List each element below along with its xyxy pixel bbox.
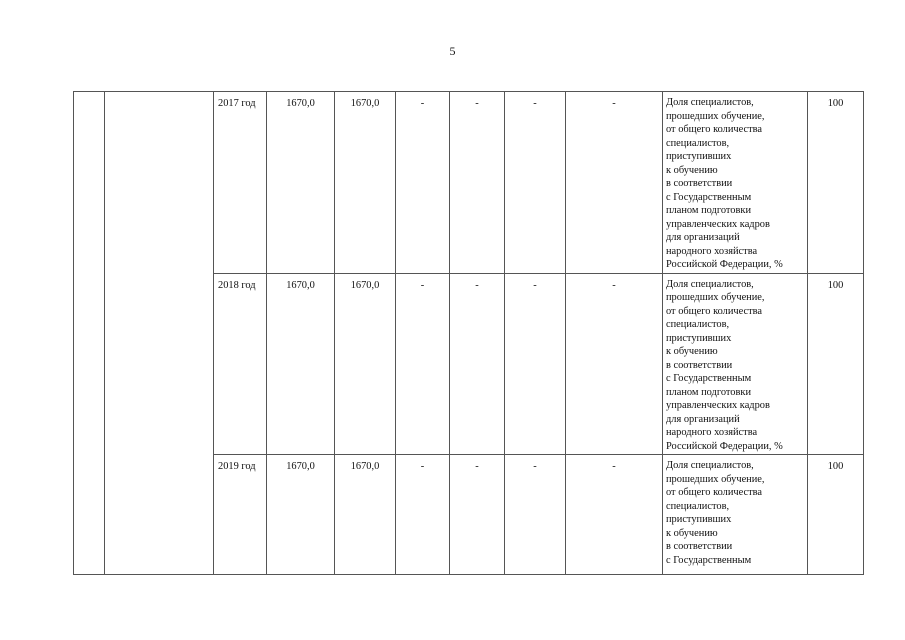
table-row xyxy=(74,92,864,274)
indicator-line: Российской Федерации, % xyxy=(666,440,783,452)
data-table xyxy=(73,91,864,575)
indicator-line: планом подготовки xyxy=(666,205,752,216)
indicator-line: приступивших xyxy=(666,514,732,525)
indicator-cell xyxy=(663,273,808,455)
year-cell: 2019 год xyxy=(214,455,267,575)
federal-budget-cell: 1670,0 xyxy=(335,92,396,274)
empty-value-cell: - xyxy=(566,92,663,274)
indicator-line: к обучению xyxy=(666,346,718,357)
empty-value-cell: - xyxy=(450,273,505,455)
indicator-cell xyxy=(663,92,808,274)
indicator-line: к обучению xyxy=(666,527,718,539)
empty-value-cell: - xyxy=(396,273,450,455)
page-number: 5 xyxy=(449,44,456,58)
empty-value-cell: - xyxy=(396,455,450,575)
empty-value-cell: - xyxy=(450,92,505,274)
total-cell: 1670,0 xyxy=(267,92,335,274)
empty-value-cell: - xyxy=(566,455,663,575)
empty-value-cell: - xyxy=(505,92,566,274)
indicator-line: к обучению xyxy=(666,164,718,176)
indicator-line: народного хозяйства xyxy=(666,427,758,438)
indicator-line: приступивших xyxy=(666,332,732,344)
indicator-value-cell: 100 xyxy=(808,273,864,455)
name-cell xyxy=(105,92,214,575)
indicator-line: прошедших обучение, xyxy=(666,110,765,122)
indicator-line: от общего количества xyxy=(666,124,763,135)
indicator-line: планом подготовки xyxy=(666,386,752,398)
indicator-line: приступивших xyxy=(666,151,732,162)
indicator-line: народного хозяйства xyxy=(666,245,758,257)
indicator-line: в соответствии xyxy=(666,359,733,371)
indicator-line: от общего количества xyxy=(666,487,763,498)
federal-budget-cell: 1670,0 xyxy=(335,455,396,575)
indicator-value-cell: 100 xyxy=(808,92,864,274)
empty-value-cell: - xyxy=(396,92,450,274)
indicator-cell xyxy=(663,455,808,575)
indicator-line: в соответствии xyxy=(666,178,733,189)
empty-value-cell: - xyxy=(450,455,505,575)
empty-value-cell: - xyxy=(505,273,566,455)
indicator-line: для организаций xyxy=(666,232,740,243)
indicator-line: управленческих кадров xyxy=(666,400,770,411)
indicator-line: Доля специалистов, xyxy=(666,97,754,108)
indicator-line: управленческих кадров xyxy=(666,218,770,230)
indicator-line: для организаций xyxy=(666,413,740,425)
indicator-line: специалистов, xyxy=(666,137,730,149)
indicator-line: с Государственным xyxy=(666,373,752,384)
indicator-line: прошедших обучение, xyxy=(666,292,765,303)
indicator-line: Российской Федерации, % xyxy=(666,259,783,270)
indicator-line: в соответствии xyxy=(666,541,733,552)
number-cell xyxy=(74,92,105,575)
indicator-line: с Государственным xyxy=(666,554,752,566)
indicator-line: специалистов, xyxy=(666,500,730,512)
empty-value-cell: - xyxy=(505,455,566,575)
indicator-line: с Государственным xyxy=(666,191,752,203)
federal-budget-cell: 1670,0 xyxy=(335,273,396,455)
total-cell: 1670,0 xyxy=(267,273,335,455)
total-cell: 1670,0 xyxy=(267,455,335,575)
indicator-line: от общего количества xyxy=(666,305,763,317)
year-cell: 2017 год xyxy=(214,92,267,274)
indicator-line: специалистов, xyxy=(666,319,730,330)
indicator-line: Доля специалистов, xyxy=(666,460,754,471)
indicator-value-cell: 100 xyxy=(808,455,864,575)
empty-value-cell: - xyxy=(566,273,663,455)
indicator-line: Доля специалистов, xyxy=(666,278,754,290)
year-cell: 2018 год xyxy=(214,273,267,455)
indicator-line: прошедших обучение, xyxy=(666,473,765,485)
